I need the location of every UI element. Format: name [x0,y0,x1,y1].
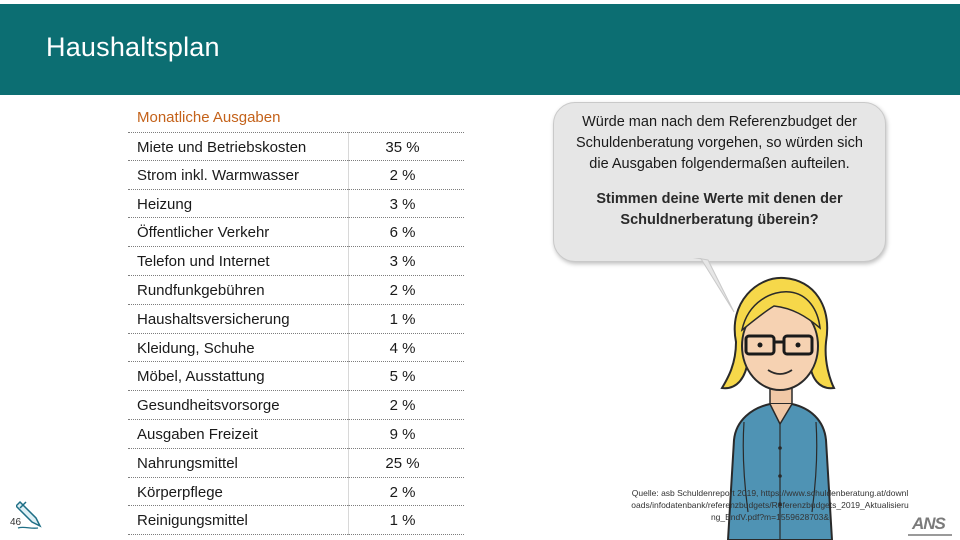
table-row [128,334,464,363]
expense-value: 2 % [348,478,464,507]
table-row [128,218,464,247]
expense-value: 3 % [348,247,464,276]
expense-label: Miete und Betriebskosten [128,132,348,161]
expense-label: Haushaltsversicherung [128,305,348,334]
expense-label: Gesundheitsvorsorge [128,391,348,420]
expense-label: Möbel, Ausstattung [128,362,348,391]
expense-value: 1 % [348,305,464,334]
expense-value: 2 % [348,391,464,420]
source-note: Quelle: asb Schuldenreport 2019, https://www.schuldenberatung.at/downloads/infodatenbank/referenzbudgets/Referenzbudgets_2019_Aktualisierung_EndV.pdf?m=1559628703& [631,488,909,522]
bubble-question: Stimmen deine Werte mit denen der Schuldnerberatung überein? [596,191,843,228]
expense-value: 2 % [348,276,464,305]
expense-value: 5 % [348,362,464,391]
table-row [128,420,464,449]
table-row [128,391,464,420]
page-title: Haushaltsplan [46,32,220,62]
table-row [128,478,464,507]
expense-label: Rundfunkgebühren [128,276,348,305]
table-row [128,276,464,305]
speech-bubble [553,102,886,262]
table-row [128,506,464,535]
expense-label: Reinigungsmittel [128,506,348,535]
expense-value: 6 % [348,218,464,247]
table-row [128,449,464,478]
expense-value: 4 % [348,334,464,363]
table-row [128,132,464,161]
expense-label: Nahrungsmittel [128,449,348,478]
expense-label: Kleidung, Schuhe [128,334,348,363]
expense-label: Heizung [128,190,348,219]
expense-table [128,132,464,535]
table-row [128,362,464,391]
expense-value: 1 % [348,506,464,535]
expense-label: Ausgaben Freizeit [128,420,348,449]
expense-label: Telefon und Internet [128,247,348,276]
table-row [128,305,464,334]
table-row [128,190,464,219]
expense-label: Strom inkl. Warmwasser [128,161,348,190]
expense-label: Körperpflege [128,478,348,507]
expense-value: 25 % [348,449,464,478]
page-number: 46 [10,517,22,528]
expense-value: 9 % [348,420,464,449]
logo-underline [908,534,952,536]
expense-value: 2 % [348,161,464,190]
expense-label: Öffentlicher Verkehr [128,218,348,247]
expense-value: 3 % [348,190,464,219]
table-heading: Monatliche Ausgaben [137,109,281,126]
bubble-text: Würde man nach dem Referenzbudget der Schuldenberatung vorgehen, so würden sich die Ausgaben folgendermaßen aufteilen. [576,114,863,172]
table-row [128,161,464,190]
ans-logo: ANS [912,514,945,533]
table-row [128,247,464,276]
expense-value: 35 % [348,132,464,161]
